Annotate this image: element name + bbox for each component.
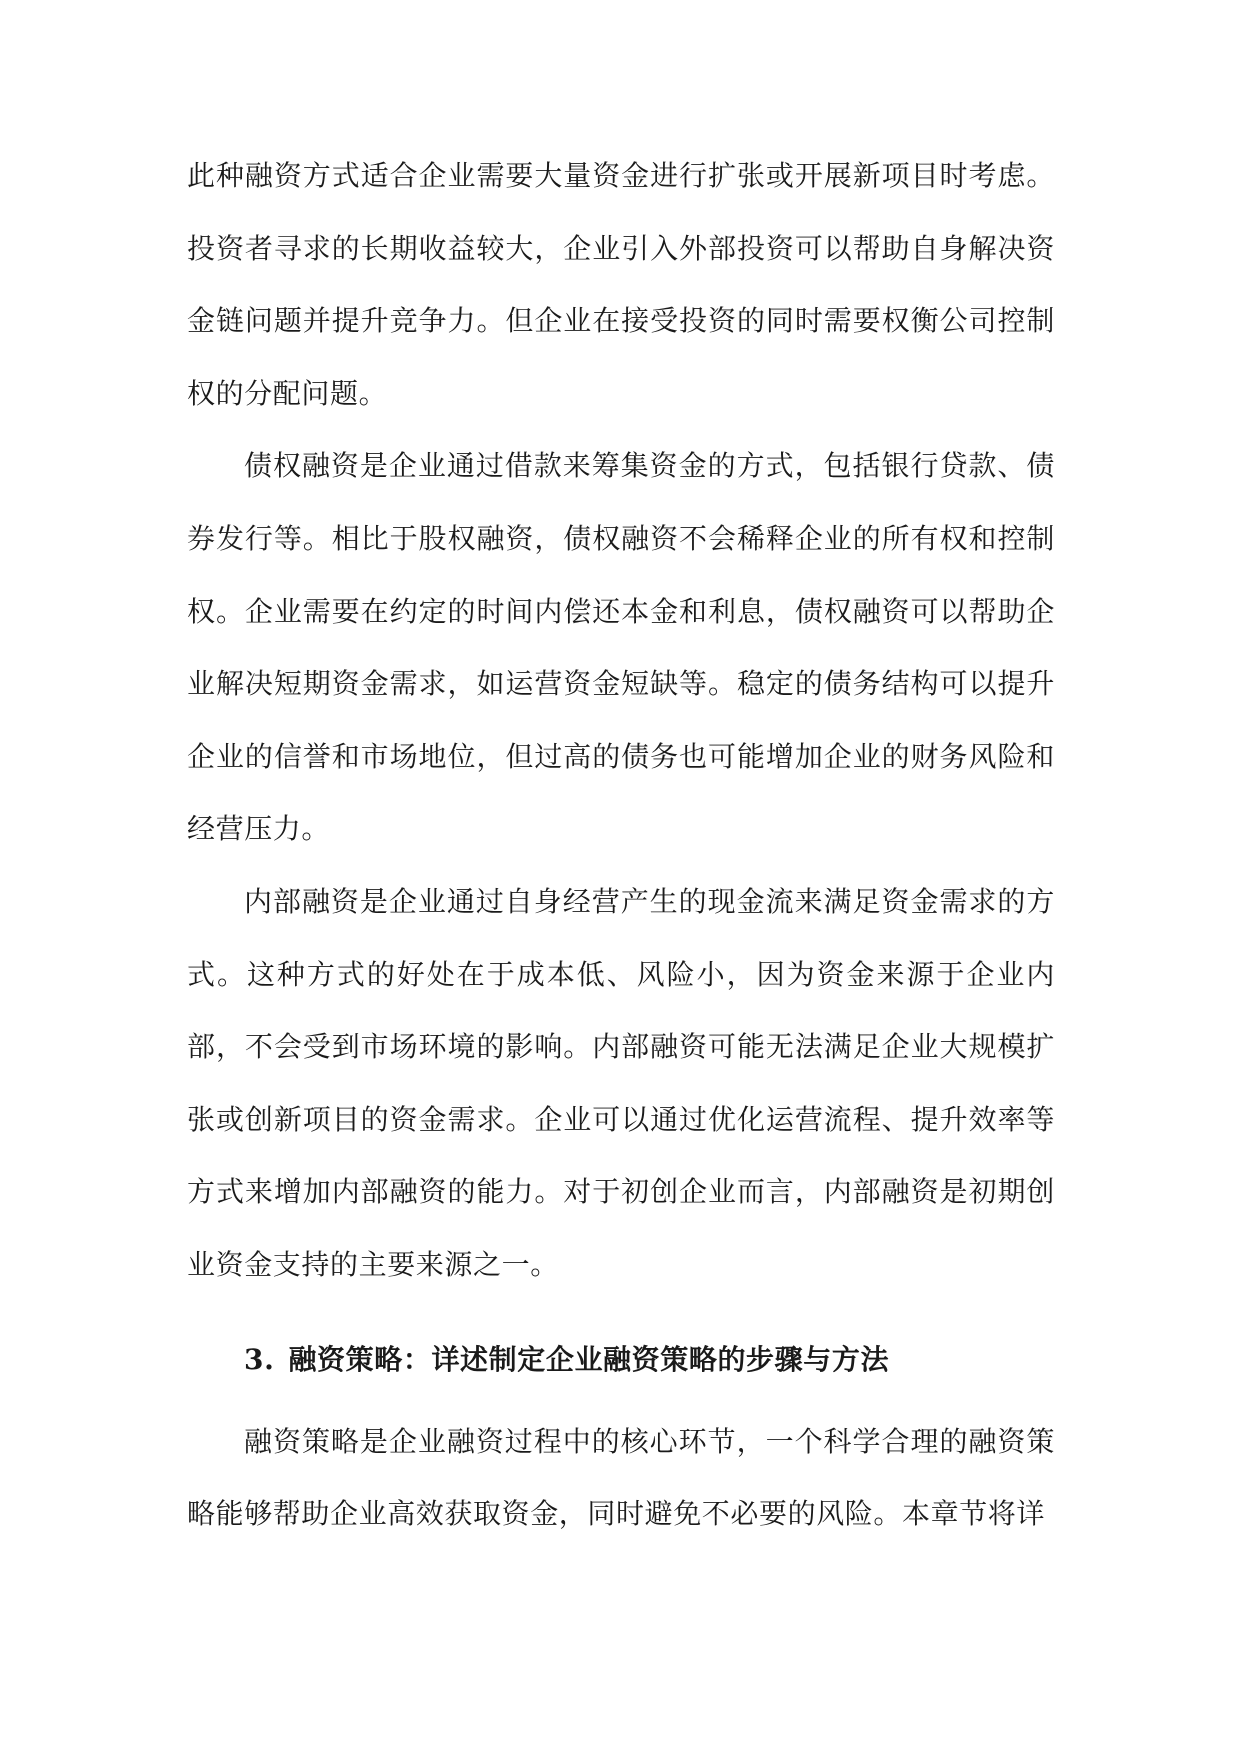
paragraph-financing-strategy-intro: 融资策略是企业融资过程中的核心环节，一个科学合理的融资策略能够帮助企业高效获取资金，同时避免不必要的风险。本章节将详 <box>187 1424 1055 1531</box>
section-number: 3. <box>244 1342 275 1376</box>
paragraph-debt-financing: 债权融资是企业通过借款来筹集资金的方式，包括银行贷款、债券发行等。相比于股权融资，债权融资不会稀释企业的所有权和控制权。企业需要在约定的时间内偿还本金和利息，债权融资可以帮助企业解决短期资金需求，如运营资金短缺等。稳定的债务结构可以提升企业的信誉和市场地位，但过高的债务也可能增加企业的财务风险和经营压力。 <box>187 449 1055 846</box>
section-title: 融资策略：详述制定企业融资策略的步骤与方法 <box>288 1342 890 1376</box>
document-body <box>187 140 1055 1551</box>
paragraph-equity-financing-end: 此种融资方式适合企业需要大量资金进行扩张或开展新项目时考虑。投资者寻求的长期收益较大，企业引入外部投资可以帮助自身解决资金链问题并提升竞争力。但企业在接受投资的同时需要权衡公司控制权的分配问题。 <box>187 159 1055 410</box>
section-heading <box>187 1324 1055 1396</box>
paragraph-internal-financing: 内部融资是企业通过自身经营产生的现金流来满足资金需求的方式。这种方式的好处在于成本低、风险小，因为资金来源于企业内部，不会受到市场环境的影响。内部融资可能无法满足企业大规模扩张或创新项目的资金需求。企业可以通过优化运营流程、提升效率等方式来增加内部融资的能力。对于初创企业而言，内部融资是初期创业资金支持的主要来源之一。 <box>187 884 1055 1281</box>
